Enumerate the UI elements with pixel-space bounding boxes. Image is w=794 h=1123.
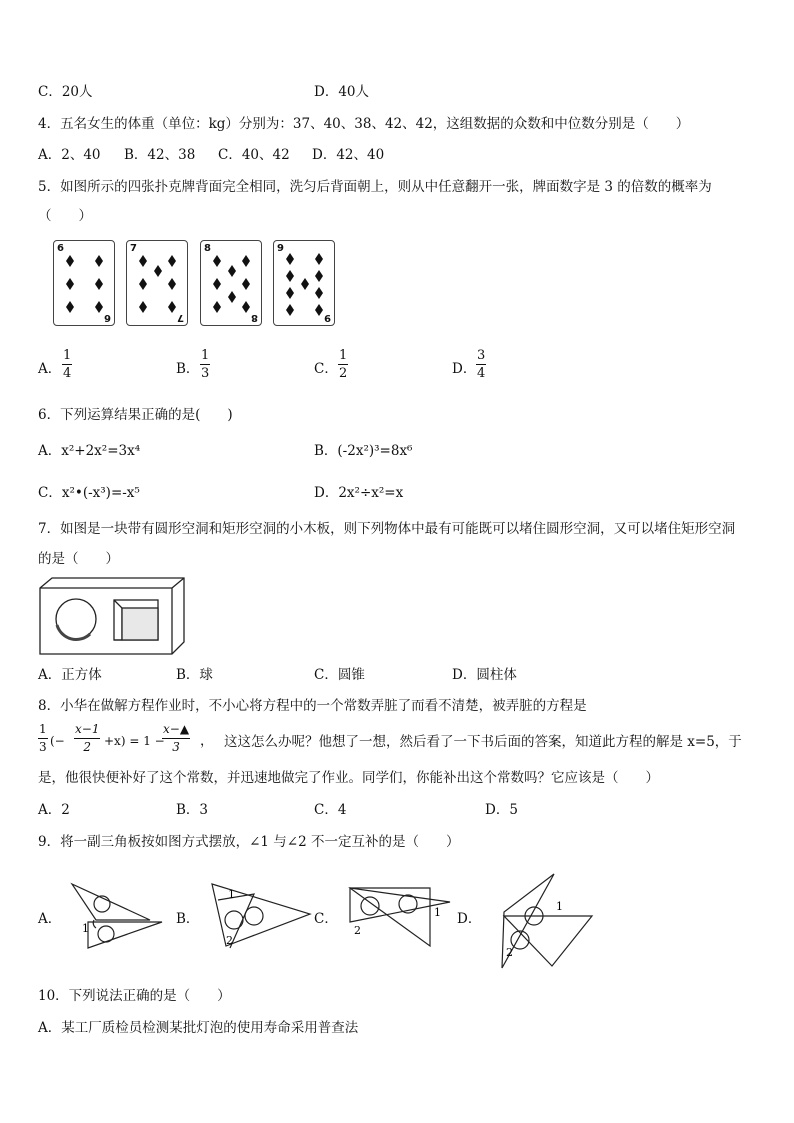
question-4-stem: 4．五名女生的体重（单位：kg）分别为：37、40、38、42、42，这组数据的众数和中位数分别是（ ） xyxy=(38,116,690,132)
q7-option-c: C．圆锥 xyxy=(314,667,365,683)
q4-option-a: A．2、40 xyxy=(38,147,101,163)
denominator: 3 xyxy=(201,366,210,381)
q5-option-d-label: D． xyxy=(452,361,477,377)
q9-option-b-label: B． xyxy=(176,911,200,927)
question-10-stem: 10．下列说法正确的是（ ） xyxy=(38,988,231,1004)
q4-option-c: C．40、42 xyxy=(218,147,290,163)
numerator: 3 xyxy=(477,348,486,363)
q9-option-a-label: A． xyxy=(38,911,62,927)
q9-figure-c xyxy=(346,882,456,952)
numerator: 1 xyxy=(39,722,47,736)
card-rank: 6 xyxy=(57,243,64,254)
q5-option-a-fraction xyxy=(62,348,72,381)
card-rank: 8 xyxy=(204,243,211,254)
q8-option-b: B．3 xyxy=(176,802,209,818)
question-5-stem: 5．如图所示的四张扑克牌背面完全相同，洗匀后背面朝上，则从中任意翻开一张，牌面数字是 3 的倍数的概率为 xyxy=(38,179,712,195)
q5-option-d-fraction xyxy=(476,348,486,381)
question-5-stem-cont: （ ） xyxy=(38,208,92,224)
question-8-stem: 8．小华在做解方程作业时，不小心将方程中的一个常数弄脏了而看不清楚，被弄脏的方程是 xyxy=(38,698,587,714)
playing-card-6 xyxy=(53,240,115,326)
eq-open: (− xyxy=(50,734,65,748)
playing-card-8 xyxy=(200,240,262,326)
q7-option-d: D．圆柱体 xyxy=(452,667,517,683)
question-8-stem-line2: 这这怎么办呢？他想了一想，然后看了一下书后面的答案，知道此方程的解是 x=5，于 xyxy=(224,734,742,750)
q9-figure-b xyxy=(204,880,314,952)
denominator: 3 xyxy=(172,740,180,754)
q9-figure-a xyxy=(66,880,166,952)
q7-option-a: A．正方体 xyxy=(38,667,102,683)
card-rank-inverted: 7 xyxy=(177,312,184,323)
eq-fraction-3 xyxy=(162,722,190,755)
numerator: x−▲ xyxy=(163,722,190,736)
q5-option-c-fraction xyxy=(338,348,348,381)
angle-label-2: 2 xyxy=(226,934,233,947)
q5-option-c-label: C． xyxy=(314,361,338,377)
eq-fraction-1 xyxy=(38,722,48,755)
playing-card-9 xyxy=(273,240,335,326)
numerator: 1 xyxy=(339,348,348,363)
q8-option-a: A．2 xyxy=(38,802,70,818)
question-8-stem-line3: 是，他很快便补好了这个常数，并迅速地做完了作业。同学们，你能补出这个常数吗？它应该是（ ） xyxy=(38,770,659,786)
wooden-board-figure xyxy=(38,576,188,658)
option-d: D．40人 xyxy=(314,84,370,100)
q8-option-d: D．5 xyxy=(485,802,518,818)
q10-option-a: A．某工厂质检员检测某批灯泡的使用寿命采用普查法 xyxy=(38,1020,359,1036)
angle-label-1: 1 xyxy=(82,922,89,935)
q8-option-c: C．4 xyxy=(314,802,347,818)
eq-tail: ， xyxy=(200,733,214,749)
denominator: 2 xyxy=(339,366,348,381)
option-c: C．20人 xyxy=(38,84,93,100)
numerator: x−1 xyxy=(75,722,100,736)
q5-option-b-fraction xyxy=(200,348,210,381)
card-rank-inverted: 6 xyxy=(104,312,111,323)
eq-middle: +x) = 1 − xyxy=(104,734,165,748)
angle-label-2: 2 xyxy=(506,946,513,959)
playing-card-7 xyxy=(126,240,188,326)
numerator: 1 xyxy=(63,348,72,363)
q4-option-d: D．42、40 xyxy=(312,147,385,163)
q5-option-b-label: B． xyxy=(176,361,200,377)
q6-option-d: D．2x²÷x²=x xyxy=(314,485,404,501)
eq-fraction-2 xyxy=(74,722,100,755)
question-9-stem: 9．将一副三角板按如图方式摆放，∠1 与∠2 不一定互补的是（ ） xyxy=(38,834,460,850)
denominator: 2 xyxy=(83,740,92,754)
question-7-stem: 7．如图是一块带有圆形空洞和矩形空洞的小木板，则下列物体中最有可能既可以堵住圆形空洞，又可以堵住矩形空洞 xyxy=(38,521,736,537)
q4-option-b: B．42、38 xyxy=(124,147,196,163)
q9-option-d-label: D． xyxy=(457,911,482,927)
question-6-stem: 6．下列运算结果正确的是( ) xyxy=(38,407,233,423)
question-7-stem-cont: 的是（ ） xyxy=(38,551,119,567)
denominator: 3 xyxy=(39,740,47,754)
q6-option-b: B．(-2x²)³=8x⁶ xyxy=(314,443,413,459)
card-rank-inverted: 8 xyxy=(251,312,258,323)
q5-option-a-label: A． xyxy=(38,361,62,377)
denominator: 4 xyxy=(477,366,486,381)
q6-option-c: C．x²•(-x³)=-x⁵ xyxy=(38,485,140,501)
q9-option-c-label: C． xyxy=(314,911,338,927)
denominator: 4 xyxy=(63,366,72,381)
card-rank: 9 xyxy=(277,243,284,254)
angle-label-1: 1 xyxy=(228,888,235,901)
angle-label-2: 2 xyxy=(354,924,361,937)
numerator: 1 xyxy=(201,348,210,363)
angle-label-1: 1 xyxy=(434,906,441,919)
q6-option-a: A．x²+2x²=3x⁴ xyxy=(38,443,141,459)
angle-label-1: 1 xyxy=(556,900,563,913)
q9-figure-d xyxy=(494,872,598,970)
q7-option-b: B．球 xyxy=(176,667,213,683)
card-rank-inverted: 9 xyxy=(324,312,331,323)
card-rank: 7 xyxy=(130,243,137,254)
